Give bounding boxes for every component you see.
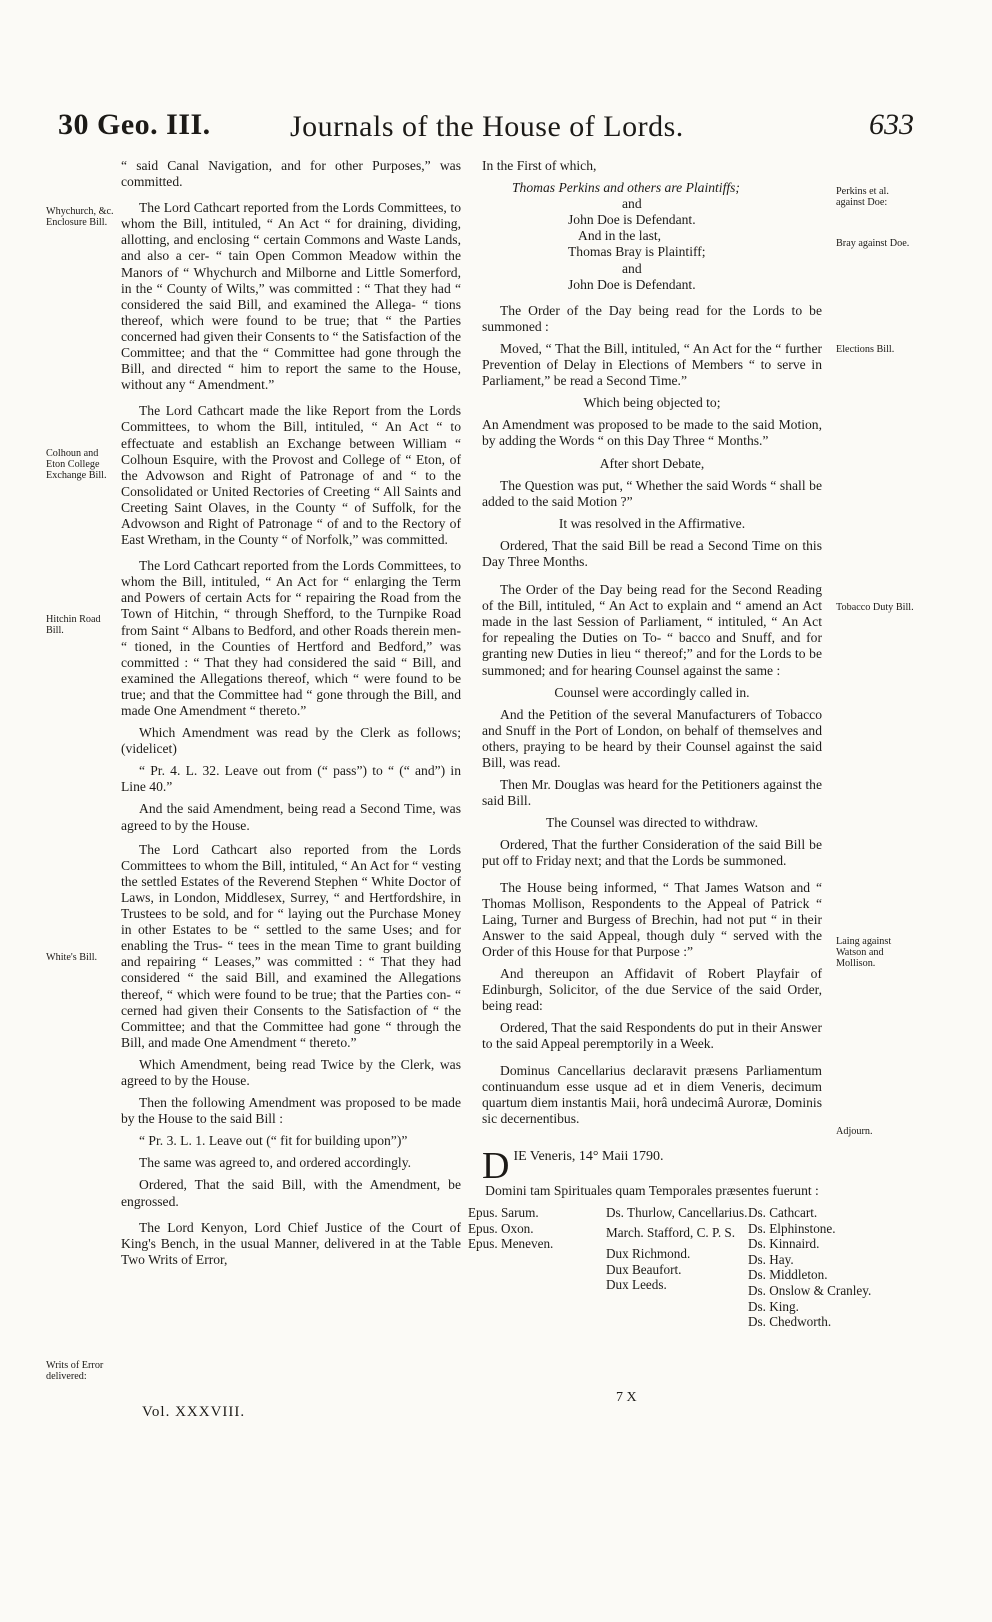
party-line: John Doe is Defendant. [568,212,696,228]
party-line: Thomas Bray is Plaintiff; [568,244,706,260]
paragraph: Which being objected to; [583,395,721,411]
peers-column [606,1205,756,1293]
lord-entry: Ds. King. [748,1298,799,1314]
paragraph: Which Amendment, being read Twice by the Clerk, was agreed to by the House. [121,1056,461,1088]
party-line: Thomas Perkins and others are Plaintiffs; [512,180,740,196]
lord-entry: Ds. Onslow & Cranley. [748,1282,872,1298]
lord-entry: Ds. Cathcart. [748,1204,818,1220]
paragraph: “ said Canal Navigation, and for other Purposes,” was committed. [121,158,461,190]
page-number: 633 [869,108,914,141]
paragraph: “ Pr. 3. L. 1. Leave out (“ fit for building upon”)” [139,1133,408,1149]
paragraph: The Order of the Day being read for the Second Reading of the Bill, intituled, “ An Act to explain and “ amend an Act made in the last Session of Parliament, “ intituled, “ An Act for repealing the Duties on To- “ bacco and Snuff, and for granting new Duties in lieu “ thereof;” and for the Lords to be summoned; and for hearing Counsel against the same : [482,582,822,678]
party-line: And in the last, [578,228,662,244]
margin-note: Writs of Error delivered: [46,1360,104,1382]
lord-entry: Ds. Middleton. [748,1267,828,1283]
paragraph: The Lord Cathcart also reported from the Lords Committees to whom the Bill, intituled, “ An Act for “ vesting the settled Estates of the Reverend Stephen “ White Doctor of Laws, in London, Middlesex, Surrey, “ and Hertfordshire, in Trustees to be sold, and for “ laying out the Purchase Money in other Estates to be “ settled to the same Uses; and for enabling the Trus- “ tees in the mean Time to grant building and repairing “ Leases,” was committed : “ That they had considered “ the said Bill, and examined the Allegations thereof, “ which were found to be true; that the Parties con- “ cerned had given their Consents to the Satisfaction of “ the Committee; and that the Committee had gone “ through the Bill, and made One Amendment “ thereto.” [121,841,461,1050]
page-header [58,108,914,152]
paragraph: Then the following Amendment was proposed to be made by the House to the said Bill : [121,1095,461,1127]
signature-mark: 7 X [616,1390,637,1405]
bishops-column [468,1205,588,1252]
lord-entry: Ds. Kinnaird. [748,1236,820,1252]
lord-entry: Dux Beaufort. [606,1261,682,1277]
paragraph: Moved, “ That the Bill, intituled, “ An Act for the “ further Prevention of Delay in Elections of Members “ to serve in Parliament,” be read a Second Time.” [482,340,822,389]
lord-entry: Dux Richmond. [606,1246,691,1262]
margin-note: Elections Bill. [836,344,895,355]
paragraph: The Lord Cathcart made the like Report from the Lords Committees, to whom the Bill, intituled, “ An Act “ to effectuate and establish an Exchange between William “ Colhoun Esquire, with the Provost and College of “ Eton, of the Advowson and Right of Patronage of and “ to the Consolidated or United Rectories of Creeting “ All Saints and Creeting Saint Olaves, in the County “ of Suffolk, for the Advowson and Right of Patronage “ of and to the Rectory of East Wretham, in the County “ of Norfolk,” was committed. [121,403,461,548]
margin-note: Adjourn. [836,1126,873,1137]
lord-entry: Ds. Elphinstone. [748,1220,836,1236]
paragraph: And the said Amendment, being read a Second Time, was agreed to by the House. [121,801,461,833]
paragraph: Dominus Cancellarius declaravit præsens Parliamentum continuandum esse usque ad et in diem Veneris, decimum quartum diem instantis Maii, horâ undecimâ Auroræ, Dominis sic decernentibus. [482,1062,822,1126]
paragraph: Ordered, That the further Consideration of the said Bill be put off to Friday next; and that the Lords be summoned. [482,837,822,869]
paragraph: And thereupon an Affidavit of Robert Playfair of Edinburgh, Solicitor, of the due Service of the said Order, being read: [482,966,822,1014]
paragraph: Then Mr. Douglas was heard for the Petitioners against the said Bill. [482,777,822,809]
lord-entry: Ds. Chedworth. [748,1314,832,1330]
volume-footer: Vol. XXXVIII. [142,1404,246,1420]
paragraph: In the First of which, [482,158,597,173]
paragraph: The Lord Cathcart reported from the Lords Committees, to whom the Bill, intituled, “ An Act for “ enlarging the Term and Powers of certain Acts for “ repairing the Road from the Town of Hitchin, “ through Shefford, to the Turnpike Road from Saint “ Albans to Bedford, and other Roads therein men- “ tioned, in the Counties of Hertford and Bedford,” was committed : “ That they had considered the said “ Bill, and examined the Allegations thereof, which “ were found to be true; and that the Committee had “ gone through the Bill, and made One Amendment “ thereto.” [121,558,461,718]
parties-list [482,180,822,293]
margin-note: Tobacco Duty Bill. [836,602,914,613]
paragraph: The House being informed, “ That James Watson and “ Thomas Mollison, Respondents to the Appeal of Patrick “ Laing, Turner and Burgess of Brechin, had not put “ in their Answer to the said Appeal, though duly “ served with the Order of this House for that Purpose :” [482,879,822,959]
paragraph: Ordered, That the said Bill be read a Second Time on this Day Three Months. [482,537,822,569]
paragraph: “ Pr. 4. L. 32. Leave out from (“ pass”) to “ (“ and”) in Line 40.” [121,763,461,795]
margin-note: Perkins et al. against Doe: [836,186,889,208]
margin-note: Bray against Doe. [836,238,910,249]
paragraph: The Order of the Day being read for the Lords to be summoned : [482,302,822,334]
party-line: and [622,260,642,276]
lord-entry: Epus. Meneven. [468,1236,554,1252]
margin-note: White's Bill. [46,952,98,963]
margin-note: Laing against Watson and Mollison. [836,936,892,969]
paragraph: The same was agreed to, and ordered accordingly. [139,1155,412,1171]
paragraph: It was resolved in the Affirmative. [558,515,746,531]
left-column [121,158,461,1274]
paragraph: The Question was put, “ Whether the said Words “ shall be added to the said Motion ?” [482,477,822,509]
barons-column [748,1205,888,1330]
regnal-year: 30 Geo. III. [58,108,211,141]
lord-entry: Dux Leeds. [606,1277,667,1293]
paragraph: Counsel were accordingly called in. [554,684,750,700]
attendance-line: Domini tam Spirituales quam Temporales præsentes fuerunt : [485,1182,819,1198]
paragraph: An Amendment was proposed to be made to the said Motion, by adding the Words “ on this Day Three “ Months.” [482,417,822,449]
paragraph: And the Petition of the several Manufacturers of Tobacco and Snuff in the Port of London, on behalf of themselves and others, praying to be heard by their Counsel against the said Bill, was read. [482,706,822,770]
lord-entry: March. Stafford, C. P. S. [606,1224,736,1240]
lord-entry: Epus. Oxon. [468,1220,534,1236]
journal-title: Journals of the House of Lords. [290,110,684,143]
margin-note: Hitchin Road Bill. [46,614,101,636]
paragraph: The Lord Cathcart reported from the Lords Committees, to whom the Bill, intituled, “ An Act “ for draining, dividing, allotting, and enclosing “ certain Commons and Waste Lands, and also a cer- “ tain Open Common Meadow within the Manors of “ Whychurch and Milborne and Little Somerford, in the “ County of Wilts,” was committed : “ That they had “ considered the said Bill, and examined the Allega- “ tions thereof, which were found to be true; that “ the Parties concerned had given their Consents to “ the Satisfaction of the Committee; and that the “ Committee had gone through the Bill, and directed “ him to report the same to the House, without any “ Amendment.” [121,200,461,393]
paragraph: Which Amendment was read by the Clerk as follows; (videlicet) [121,725,461,757]
date-heading [482,1144,822,1187]
paragraph: The Lord Kenyon, Lord Chief Justice of the Court of King's Bench, in the usual Manner, delivered in at the Table Two Writs of Error, [121,1219,461,1267]
paragraph: Ordered, That the said Bill, with the Amendment, be engrossed. [121,1177,461,1209]
date-line: IE Veneris, 14° Maii 1790. [513,1148,664,1164]
party-line: and [622,196,642,212]
drop-capital: D [482,1144,510,1187]
paragraph: Ordered, That the said Respondents do put in their Answer to the said Appeal peremptorily in a Week. [482,1020,822,1052]
lord-entry: Ds. Thurlow, Cancellarius. [606,1204,748,1220]
lord-entry: Epus. Sarum. [468,1204,539,1220]
lords-present-list [468,1204,872,1355]
margin-note: Whychurch, &c. Enclosure Bill. [46,206,114,228]
party-line: John Doe is Defendant. [568,276,696,292]
paragraph: The Counsel was directed to withdraw. [545,815,759,831]
lord-entry: Ds. Hay. [748,1251,794,1267]
paragraph: After short Debate, [599,455,705,471]
margin-note: Colhoun and Eton College Exchange Bill. [46,448,107,481]
